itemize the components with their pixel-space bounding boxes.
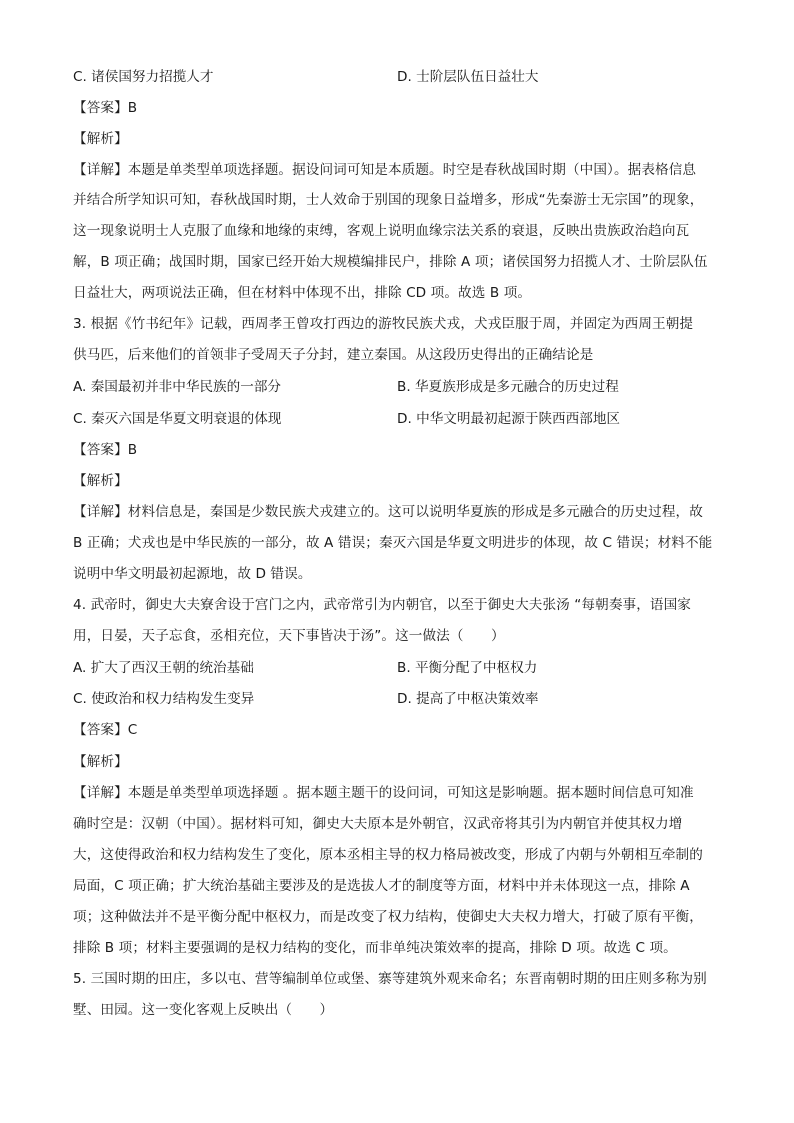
q3-option-b: B. 华夏族形成是多元融合的历史过程 [397, 379, 619, 395]
q4-detail-line: 确时空是：汉朝（中国）。据材料可知，御史大夫原本是外朝官，汉武帝将其引为内朝官并使其权力增 [73, 816, 683, 832]
q4-answer: 【答案】C [73, 722, 138, 738]
q4-detail-line: 局面，C 项正确；扩大统治基础主要涉及的是选拔人才的制度等方面，材料中并未体现这一点，排除 A [73, 878, 690, 894]
q4-detail-line: 项；这种做法并不是平衡分配中枢权力，而是改变了权力结构，使御史大夫权力增大，打破了原有平衡， [73, 909, 703, 925]
q3-detail-line: 说明中华文明最初起源地，故 D 错误。 [73, 566, 312, 582]
q3-detail-line: B 正确；犬戎也是中华民族的一部分，故 A 错误；秦灭六国是华夏文明进步的体现，故 C 错误；材料不能 [73, 535, 713, 551]
q3-answer: 【答案】B [73, 442, 138, 458]
q4-option-a: A. 扩大了西汉王朝的统治基础 [73, 660, 254, 676]
q2-detail-line: 【详解】本题是单类型单项选择题。据设问词可知是本质题。时空是春秋战国时期（中国）。据表格信息 [73, 162, 697, 178]
q2-detail-line: 解，B 项正确；战国时期，国家已经开始大规模编排民户，排除 A 项；诸侯国努力招揽人才、士阶层队伍 [73, 254, 708, 270]
q3-stem-line: 3. 根据《竹书纪年》记载，西周孝王曾攻打西边的游牧民族犬戎，犬戎臣服于周，并固定为西周王朝提 [73, 316, 694, 332]
q4-detail-line: 【详解】本题是单类型单项选择题 。据本题主题干的设问词，可知这是影响题。据本题时间信息可知准 [73, 785, 694, 801]
q4-analysis-heading: 【解析】 [73, 754, 128, 770]
q4-stem-line: 4. 武帝时，御史大夫寮舍设于宫门之内，武帝常引为内朝官，以至于御史大夫张汤 “每朝奏事，语国家 [73, 597, 691, 613]
q3-detail-line: 【详解】材料信息是，秦国是少数民族犬戎建立的。这可以说明华夏族的形成是多元融合的历史过程，故 [73, 504, 703, 520]
q5-stem-line: 5. 三国时期的田庄，多以屯、营等编制单位或堡、寨等建筑外观来命名；东晋南朝时期的田庄则多称为别 [73, 971, 707, 987]
q2-detail-line: 这一现象说明士人克服了血缘和地缘的束缚，客观上说明血缘宗法关系的衰退，反映出贵族政治趋向瓦 [73, 223, 690, 239]
q2-option-d: D. 士阶层队伍日益壮大 [397, 69, 539, 85]
q4-option-d: D. 提高了中枢决策效率 [397, 691, 539, 707]
q2-option-c: C. 诸侯国努力招揽人才 [73, 69, 214, 85]
q4-option-c: C. 使政治和权力结构发生变异 [73, 691, 255, 707]
q3-stem-line: 供马匹，后来他们的首领非子受周天子分封，建立秦国。从这段历史得出的正确结论是 [73, 347, 594, 363]
q4-option-b: B. 平衡分配了中枢权力 [397, 660, 538, 676]
q4-detail-line: 排除 B 项；材料主要强调的是权力结构的变化，而非单纯决策效率的提高，排除 D 项。故选 C 项。 [73, 940, 677, 956]
q5-stem-line: 墅、田园。这一变化客观上反映出（ ） [73, 1002, 334, 1018]
q2-answer: 【答案】B [73, 100, 138, 116]
q4-detail-line: 大，这使得政治和权力结构发生了变化，原本丞相主导的权力格局被改变，形成了内朝与外朝相互牵制的 [73, 847, 703, 863]
q3-option-d: D. 中华文明最初起源于陕西西部地区 [397, 411, 621, 427]
q2-analysis-heading: 【解析】 [73, 131, 128, 147]
q2-detail-line: 并结合所学知识可知，春秋战国时期，士人效命于别国的现象日益增多，形成“先秦游士无宗国”的现象， [73, 192, 704, 208]
q3-option-c: C. 秦灭六国是华夏文明衰退的体现 [73, 411, 282, 427]
q3-option-a: A. 秦国最初并非中华民族的一部分 [73, 379, 282, 395]
q4-stem-line: 用，日晏，天子忘食，丞相充位，天下事皆决于汤”。这一做法（ ） [73, 628, 505, 644]
q2-detail-line: 日益壮大，两项说法正确，但在材料中体现不出，排除 CD 项。故选 B 项。 [73, 285, 532, 301]
q3-analysis-heading: 【解析】 [73, 473, 128, 489]
